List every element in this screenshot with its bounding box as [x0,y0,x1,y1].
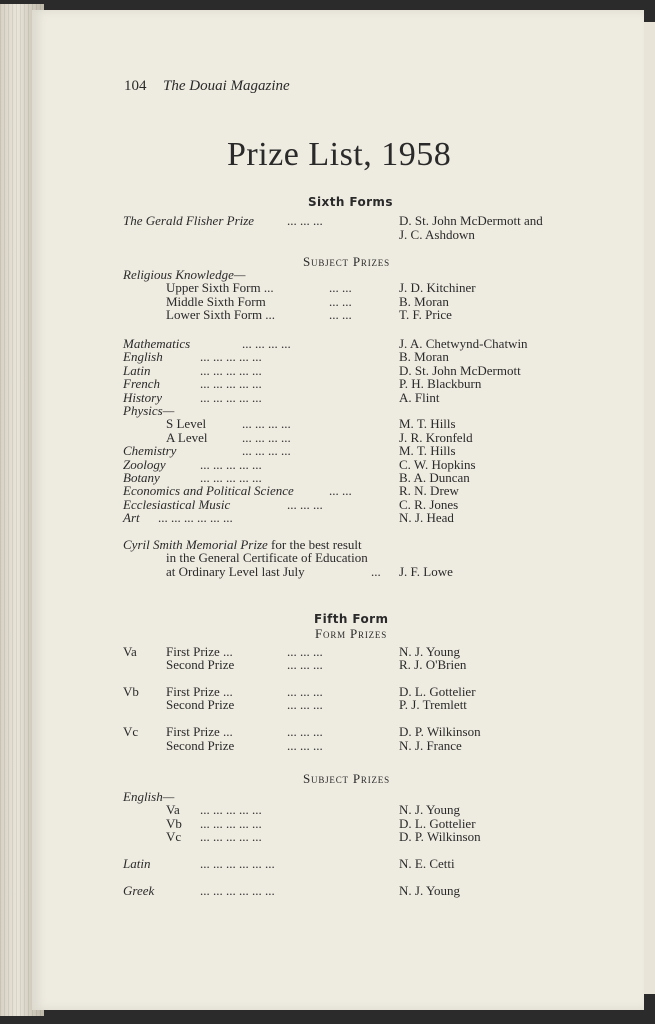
prize-winner: P. J. Tremlett [399,697,467,712]
english-label: English— [123,789,175,804]
leader-dots: ... ... ... [287,684,323,699]
magazine-name: The Douai Magazine [163,78,290,94]
subject-winner: N. J. Head [399,510,454,525]
magazine-page [32,10,644,1010]
section-heading-sixth-forms: Sixth Forms [308,195,393,209]
leader-dots: ... ... ... ... ... [200,363,262,378]
leader-dots: ... ... ... ... ... ... [200,856,275,871]
leader-dots: ... ... [329,280,352,295]
subject-winner: M. T. Hills [399,416,456,431]
leader-dots: ... ... ... ... [242,443,291,458]
gerald-prize-winner: D. St. John McDermott and [399,213,543,228]
leader-dots: ... ... ... ... ... [200,457,262,472]
leader-dots: ... ... ... ... ... [200,802,262,817]
cyril-prize-desc-line3: at Ordinary Level last July [166,564,305,579]
leader-dots: ... ... [329,294,352,309]
cyril-prize-winner: J. F. Lowe [399,564,453,579]
form-label: Vc [123,724,139,739]
leader-dots: ... ... ... ... ... [200,376,262,391]
cyril-prize-desc-line2: in the General Certificate of Education [166,550,368,565]
prize-winner: T. F. Price [399,307,452,322]
form-label: Vc [166,829,182,844]
form-label: Vb [166,816,182,831]
subject-label: Zoology [123,457,166,472]
leader-dots: ... ... ... ... ... [200,349,262,364]
leader-dots: ... ... ... ... ... ... [158,510,233,525]
leader-dots: ... ... ... ... ... [200,816,262,831]
prize-winner: R. J. O'Brien [399,657,467,672]
leader-dots: ... ... [329,307,352,322]
prize-winner: B. Moran [399,294,449,309]
leader-dots: ... ... ... [287,644,323,659]
subject-winner: D. St. John McDermott [399,363,521,378]
prize-winner: D. L. Gottelier [399,684,476,699]
prize-label: First Prize ... [166,684,233,699]
prize-winner: J. D. Kitchiner [399,280,476,295]
gerald-prize-winner-cont: J. C. Ashdown [399,227,475,242]
subject-prizes-heading-fifth: Subject Prizes [303,771,390,786]
prize-winner: D. P. Wilkinson [399,724,481,739]
cyril-prize-desc: for the best result [267,537,362,552]
subject-label: Physics— [123,403,175,418]
cyril-prize-name: Cyril Smith Memorial Prize [123,537,268,552]
subject-winner: J. R. Kronfeld [399,430,473,445]
prize-label: Middle Sixth Form [166,294,266,309]
leader-dots: ... ... ... ... [242,430,291,445]
page-number: 104 [124,78,147,94]
subject-label: History [123,390,162,405]
subject-winner: C. R. Jones [399,497,459,512]
subject-winner: M. T. Hills [399,443,456,458]
subject-label: Economics and Political Science [123,483,294,498]
prize-winner: D. P. Wilkinson [399,829,481,844]
leader-dots: ... ... ... [287,738,323,753]
leader-dots: ... ... ... [287,497,323,512]
subject-winner: C. W. Hopkins [399,457,476,472]
leader-dots: ... ... ... [287,657,323,672]
form-label: Va [166,802,180,817]
subject-label: Latin [123,856,151,871]
leader-dots: ... ... ... [287,724,323,739]
subject-winner: N. J. Young [399,883,461,898]
subject-label: Ecclesiastical Music [123,497,231,512]
subject-winner: P. H. Blackburn [399,376,482,391]
subject-label: S Level [166,416,207,431]
prize-winner: N. J. Young [399,644,461,659]
leader-dots: ... [371,564,381,579]
leader-dots: ... ... ... ... ... [200,829,262,844]
subject-label: Art [123,510,140,525]
form-label: Va [123,644,137,659]
leader-dots: ... ... ... ... [242,336,291,351]
subject-label: Greek [123,883,155,898]
subject-label: Botany [123,470,160,485]
gerald-prize-label: The Gerald Flisher Prize [123,213,255,228]
page-title: Prize List, 1958 [227,136,452,173]
leader-dots: ... ... [329,483,352,498]
prize-label: Upper Sixth Form ... [166,280,274,295]
subject-label: Mathematics [123,336,191,351]
subject-winner: A. Flint [399,390,440,405]
leader-dots: ... ... ... ... ... [200,390,262,405]
form-prizes-heading: Form Prizes [315,626,388,641]
subject-label: A Level [166,430,208,445]
leader-dots: ... ... ... ... [242,416,291,431]
prize-winner: N. J. Young [399,802,461,817]
subject-winner: B. A. Duncan [399,470,470,485]
religious-knowledge-label: Religious Knowledge— [123,267,246,282]
section-heading-fifth-form: Fifth Form [314,612,389,626]
leader-dots: ... ... ... [287,213,323,228]
subject-winner: R. N. Drew [399,483,459,498]
subject-winner: B. Moran [399,349,449,364]
prize-winner: D. L. Gottelier [399,816,476,831]
subject-label: Chemistry [123,443,177,458]
subject-label: French [123,376,161,391]
subject-label: English [123,349,163,364]
subject-winner: J. A. Chetwynd-Chatwin [399,336,528,351]
form-label: Vb [123,684,139,699]
prize-label: Lower Sixth Form ... [166,307,276,322]
leader-dots: ... ... ... [287,697,323,712]
leader-dots: ... ... ... ... ... [200,470,262,485]
leader-dots: ... ... ... ... ... ... [200,883,275,898]
prize-label: Second Prize [166,738,235,753]
prize-label: First Prize ... [166,644,233,659]
prize-label: First Prize ... [166,724,233,739]
prize-label: Second Prize [166,697,235,712]
prize-winner: N. J. France [399,738,462,753]
subject-winner: N. E. Cetti [399,856,455,871]
subject-prizes-heading: Subject Prizes [303,254,390,269]
subject-label: Latin [123,363,151,378]
prize-label: Second Prize [166,657,235,672]
